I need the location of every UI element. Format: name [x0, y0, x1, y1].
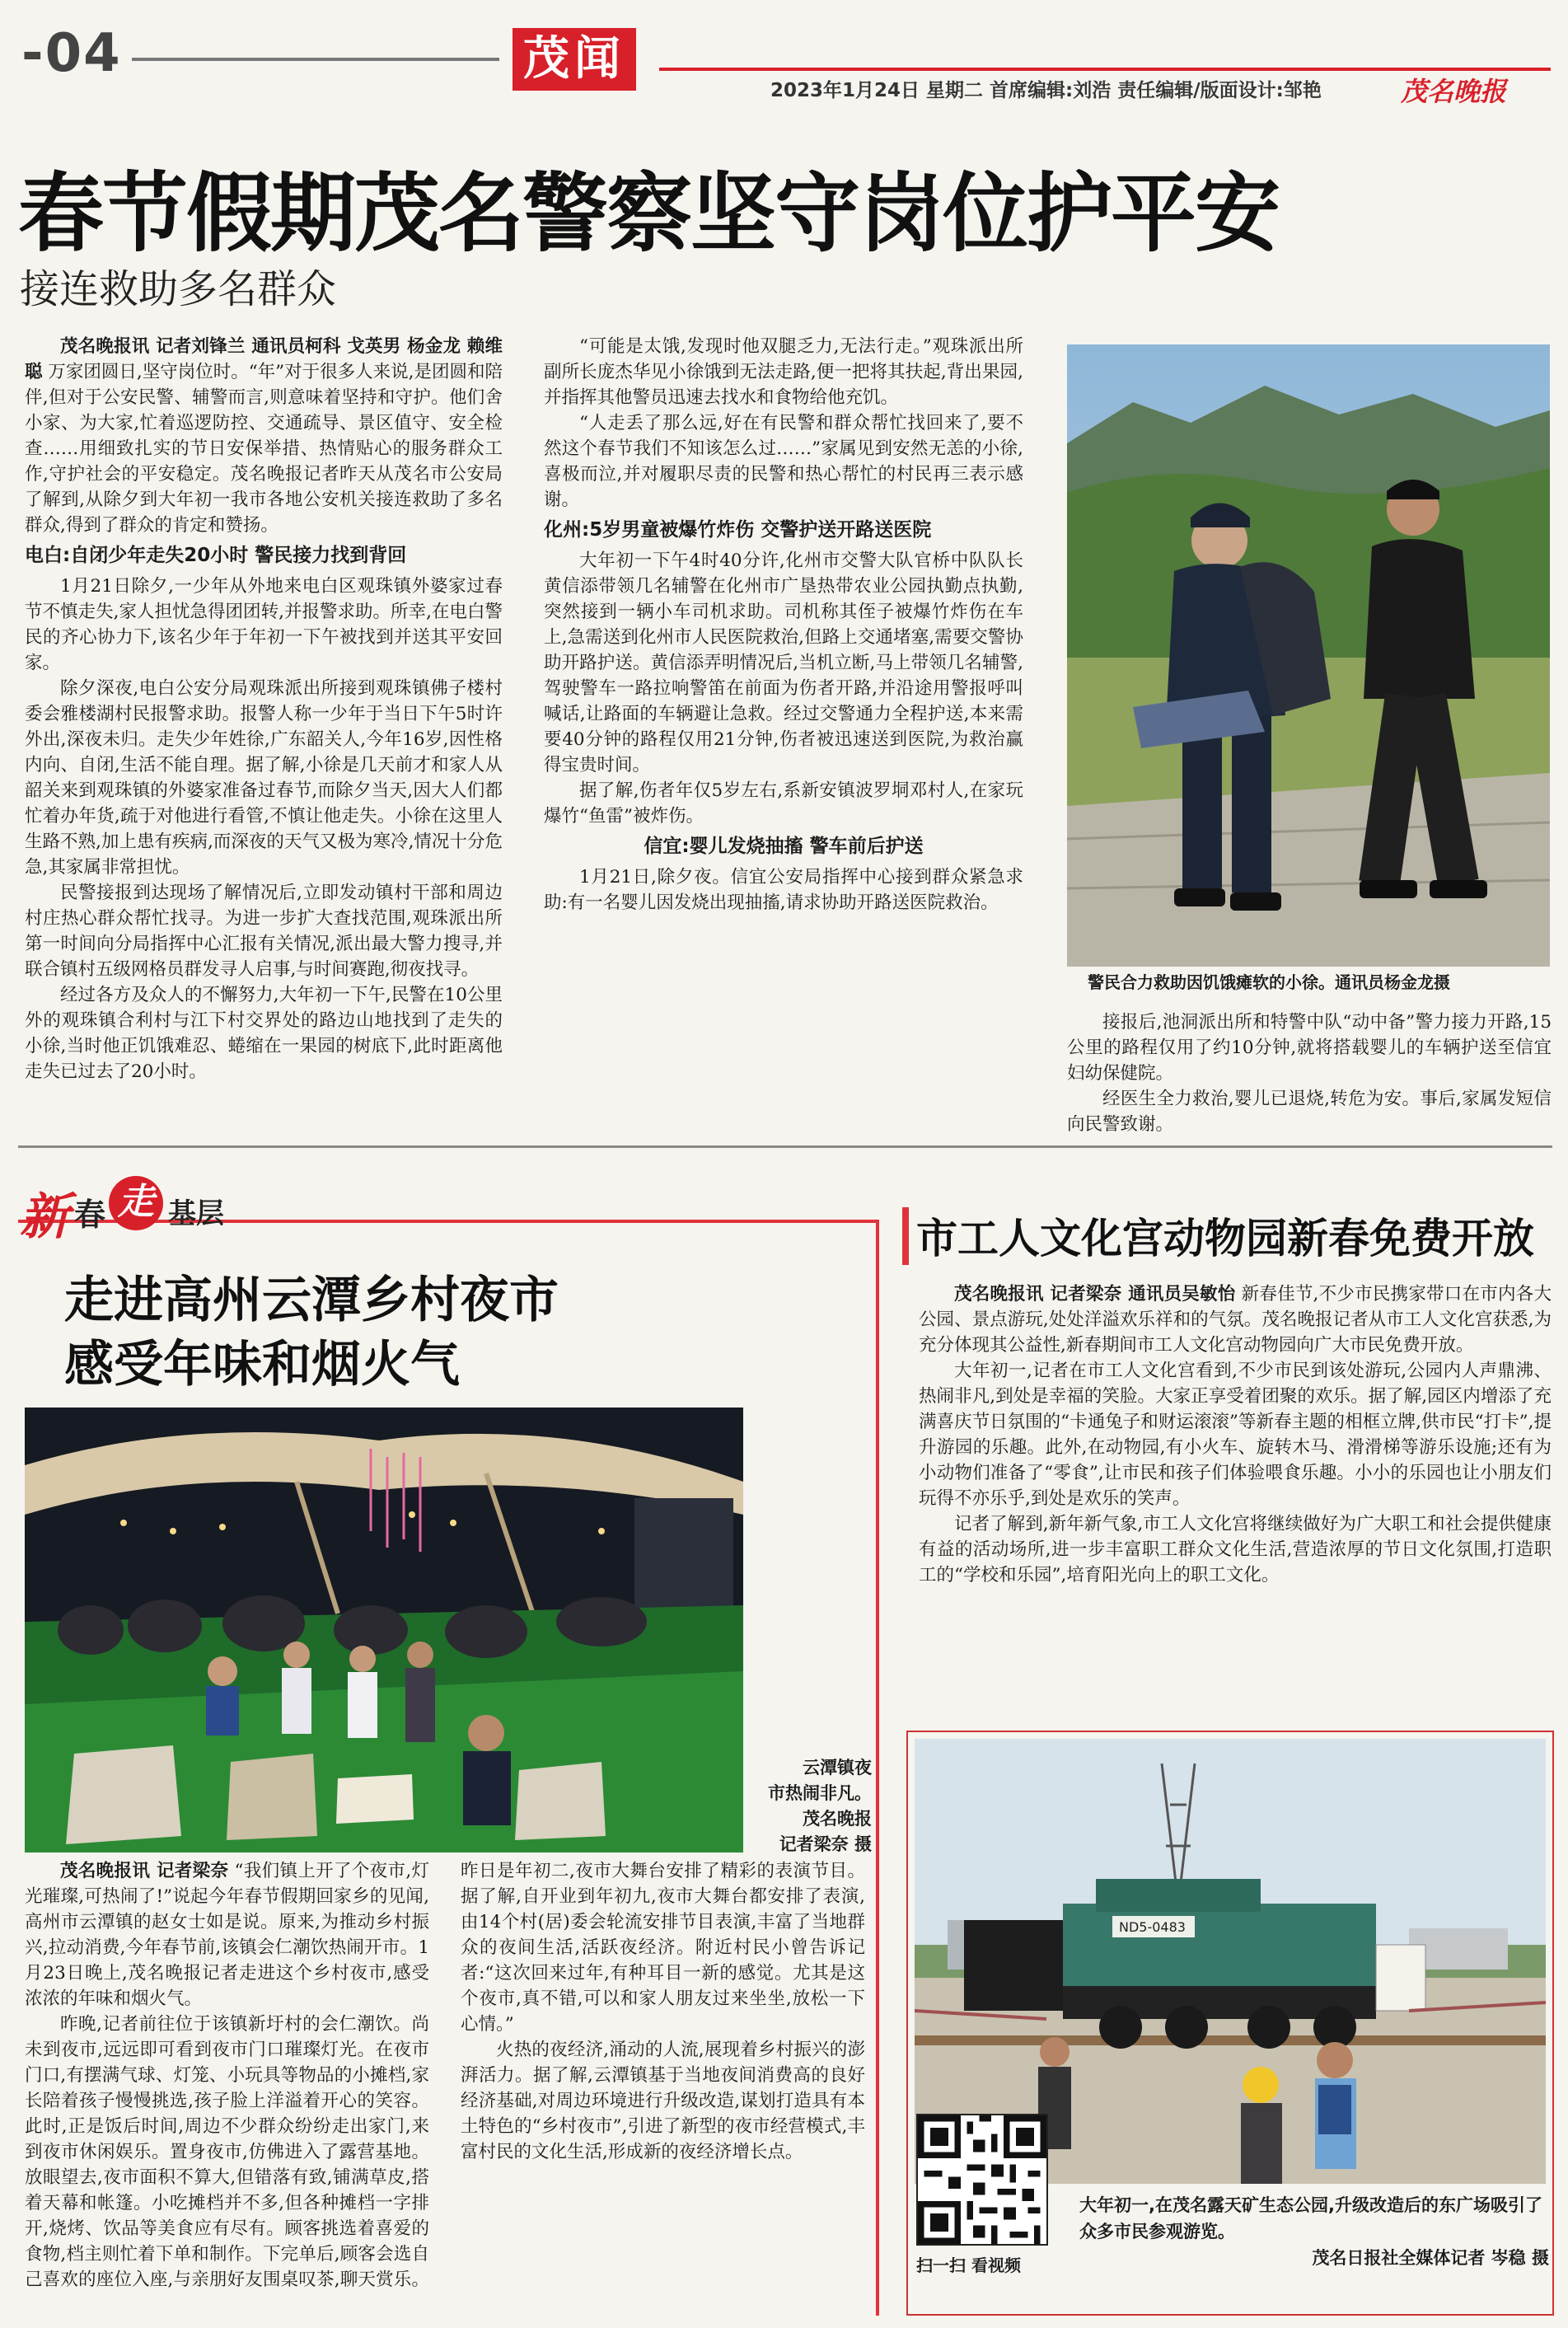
zoo-paragraph: 新春佳节,不少市民携家带口在市内各大公园、景点游玩,处处洋溢欢乐祥和的气氛。茂名晚报记者从市工人文化宫获悉,为充分体现其公益性,新春期间市工人文化宫动物园向广大市民免费开放。: [919, 1284, 1552, 1356]
train-caption-text: 大年初一,在茂名露天矿生态公园,升级改造后的东广场吸引了众多市民参观游览。: [1079, 2195, 1542, 2241]
night-market-paragraph: 火热的夜经济,涌动的人流,展现着乡村振兴的澎湃活力。据了解,云潭镇基于当地夜间消费高的良好经济基础,对周边环境进行升级改造,谋划打造具有本土特色的“乡村夜市”,引进了新型的夜市经营模式,丰富村民的文化生活,形成新的夜经济增长点。: [461, 2040, 865, 2162]
lead-paragraph: 大年初一下午4时40分许,化州市交警大队官桥中队队长黄信添带领几名辅警在化州市广垦热带农业公园执勤点执勤,突然接到一辆小车司机求助。司机称其侄子被爆竹炸伤在车上,急需送到化州市人民医院救治,但路上交通堵塞,需要交警协助开路护送。黄信添弄明情况后,当机立断,马上带领几名辅警,驾驶警车一路拉响警笛在前面为伤者开路,并沿途用警报呼叫喊话,让路面的车辆避让急救。经过交警通力全程护送,本来需要40分钟的路程仅用21分钟,伤者被迅速送到医院,为救治赢得宝贵时间。: [544, 550, 1023, 775]
page-number: -04: [21, 23, 122, 84]
lead-paragraph: “人走丢了那么远,好在有民警和群众帮忙找回来了,要不然这个春节我们不知该怎么过……”家属见到安然无恙的小徐,喜极而泣,并对履职尽责的民警和热心帮忙的村民再三表示感谢。: [544, 413, 1023, 510]
section-label: 茂闻: [523, 32, 625, 86]
zoo-paragraph: 大年初一,记者在市工人文化宫看到,不少市民到该处游玩,公园内人声鼎沸、热闹非凡,到处是幸福的笑脸。大家正享受着团聚的欢乐。据了解,园区内增添了充满喜庆节日氛围的“卡通兔子和财运滚滚”等新春主题的相框立牌,供市民“打卡”,提升游园的乐趣。此外,在动物园,有小火车、旋转木马、滑滑梯等游乐设施;还有为小动物们准备了“零食”,让市民和孩子们体验喂食乐趣。小小的乐园也让小朋友们玩得不亦乐乎,到处是欢乐的笑声。: [919, 1361, 1552, 1509]
locomotive-number: ND5-0483: [1119, 1919, 1186, 1935]
lead-column-2: [544, 334, 1023, 1129]
lead-subheadline: 接连救助多名群众: [20, 266, 337, 312]
night-market-caption-line: 茂名晚报: [803, 1809, 872, 1829]
lead-subhead-huazhou: 化州:5岁男童被爆竹炸伤 交警护送开路送医院: [544, 519, 932, 541]
train-photo-caption: [1079, 2192, 1549, 2271]
night-market-headline-1: 走进高州云潭乡村夜市: [64, 1272, 559, 1329]
zoo-headline: 市工人文化宫动物园新春免费开放: [916, 1215, 1534, 1262]
lead-paragraph: “可能是太饿,发现时他双腿乏力,无法行走。”观珠派出所副所长庞杰华见小徐饿到无法走路,便一把将其扶起,背出果园,并指挥其他警员迅速去找水和食物给他充饥。: [544, 336, 1023, 408]
night-market-caption-line: 云潭镇夜: [803, 1758, 872, 1778]
night-market-paragraph: 昨晚,记者前往位于该镇新圩村的会仁潮饮。尚未到夜市,远远即可看到夜市门口璀璨灯光。在夜市门口,有摆满气球、灯笼、小玩具等物品的小摊档,家长陪着孩子慢慢挑选,孩子脸上洋溢着开心的笑容。此时,正是饭后时间,周边不少群众纷纷走出家门,来到夜市休闲娱乐。置身夜市,仿佛进入了露营基地。放眼望去,夜市面积不算大,但错落有致,铺满草皮,搭着天幕和帐篷。小吃摊档并不多,但各种摊档一字排开,烧烤、饮品等美食应有尽有。顾客挑选着喜爱的食物,档主则忙着下单和制作。下完单后,顾客会选自己喜欢的座位入座,与亲朋好友围桌叹茶,聊天赏乐。昨日是年初二,夜市大舞台安排了精彩的表演节目。据了解,自开业到年初九,夜市大舞台都安排了表演,由14个村(居)委会轮流安排节目表演,丰富了当地群众的夜间生活,活跃夜经济。附近村民小曾告诉记者:“这次回来过年,有种耳目一新的感觉。尤其是这个夜市,真不错,可以和家人朋友过来坐坐,放松一下心情。”: [25, 1861, 865, 2290]
lead-paragraph: 1月21日除夕,一少年从外地来电白区观珠镇外婆家过春节不慎走失,家人担忧急得团团转,并报警求助。所幸,在电白警民的齐心协力下,该名少年于年初一下午被找到并送其平安回家。: [25, 576, 503, 673]
column-logo-char-4: 基层: [168, 1197, 224, 1230]
lead-paragraph: 民警接报到达现场了解情况后,立即发动镇村干部和周边村庄热心群众帮忙找寻。为进一步扩大查找范围,观珠派出所第一时间向分局指挥中心汇报有关情况,派出最大警力搜寻,并联合镇村五级网格员群发寻人启事,与时间赛跑,彻夜找寻。: [25, 883, 503, 980]
lead-intro: 万家团圆日,坚守岗位时。“年”对于很多人来说,是团圆和陪伴,但对于公安民警、辅警而言,则意味着坚持和守护。他们舍小家、为大家,忙着巡逻防控、交通疏导、景区值守、安全检查……用细致扎实的节日安保举措、热情贴心的服务群众工作,守护社会的平安稳定。茂名晚报记者昨天从茂名市公安局了解到,从除夕到大年初一我市各地公安机关接连救助了多名群众,得到了群众的肯定和赞扬。: [25, 362, 503, 536]
lead-byline: 茂名晚报讯 记者刘锋兰 通讯员柯科 戈英男 杨金龙 赖维聪: [25, 336, 503, 382]
police-photo-caption: 警民合力救助因饥饿瘫软的小徐。通讯员杨金龙摄: [1088, 972, 1450, 992]
lead-paragraph: 经医生全力救治,婴儿已退烧,转危为安。事后,家属发短信向民警致谢。: [1067, 1089, 1552, 1133]
night-market-caption-line: 市热闹非凡。: [768, 1783, 872, 1803]
lead-paragraph: 据了解,伤者年仅5岁左右,系新安镇波罗垌邓村人,在家玩爆竹“鱼雷”被炸伤。: [544, 780, 1023, 827]
lead-subhead-xinyi: 信宜:婴儿发烧抽搐 警车前后护送: [644, 836, 924, 857]
lead-paragraph: 经过各方及众人的不懈努力,大年初一下午,民警在10公里外的观珠镇合利村与江下村交界处的路边山地找到了走失的小徐,当时他正饥饿难忍、蜷缩在一果园的树底下,此时距离他走失已过去了20小时。: [25, 985, 503, 1082]
column-logo-char-3: 走: [109, 1176, 163, 1230]
train-caption-credit: 茂名日报社全媒体记者 岑稳 摄: [1312, 2248, 1549, 2268]
zoo-title-accent: [902, 1207, 909, 1265]
night-market-body: [25, 1858, 865, 2316]
night-market-byline: 茂名晚报讯 记者梁奈: [60, 1861, 229, 1881]
night-market-photo: [25, 1408, 743, 1853]
night-market-caption: [748, 1755, 872, 1857]
lead-column-3: [1067, 1009, 1552, 1133]
lead-paragraph: 除夕深夜,电白公安分局观珠派出所接到观珠镇佛子楼村委会雅楼湖村民报警求助。报警人称一少年于当日下午5时许外出,深夜未归。走失少年姓徐,广东韶关人,今年16岁,因性格内向、自闭,生活不能自理。据了解,小徐是几天前才和家人从韶关来到观珠镇的外婆家准备过春节,而除夕当天,因大人们都忙着办年货,疏于对他进行看管,不慎让他走失。小徐在这里人生路不熟,加上患有疾病,而深夜的天气又极为寒冷,情况十分危急,其家属非常担忧。: [25, 678, 503, 878]
qr-code[interactable]: [916, 2114, 1048, 2246]
lead-subhead-dianbai: 电白:自闭少年走失20小时 警民接力找到背回: [25, 545, 407, 566]
masthead-rule-left: [132, 58, 499, 61]
night-market-paragraph: “我们镇上开了个夜市,灯光璀璨,可热闹了!”说起今年春节假期回家乡的见闻,高州市云潭镇的赵女士如是说。原来,为推动乡村振兴,拉动消费,今年春节前,该镇会仁潮饮热闹开市。1月23日晚上,茂名晚报记者走进这个乡村夜市,感受浓浓的年味和烟火气。: [25, 1861, 429, 2009]
column-logo-char-2: 春: [74, 1197, 106, 1233]
section-badge: [513, 28, 636, 91]
night-market-caption-line: 记者梁奈 摄: [779, 1834, 872, 1854]
lead-column-1: [25, 334, 503, 1129]
zoo-body: [919, 1281, 1552, 1677]
paper-name: 茂名晚报: [1401, 76, 1507, 107]
column-logo: [20, 1174, 250, 1248]
column-logo-char-1: 新: [20, 1188, 69, 1246]
lead-headline: 春节假期茂名警察坚守岗位护平安: [18, 163, 1280, 264]
lead-paragraph: 接报后,池洞派出所和特警中队“动中备”警力接力开路,15公里的路程仅用了约10分钟,就将搭载婴儿的车辆护送至信宜妇幼保健院。: [1067, 1012, 1552, 1084]
qr-label: 扫一扫 看视频: [916, 2255, 1021, 2275]
night-market-headline-2: 感受年味和烟火气: [64, 1336, 460, 1394]
zoo-paragraph: 记者了解到,新年新气象,市工人文化宫将继续做好为广大职工和社会提供健康有益的活动场所,进一步丰富职工群众文化生活,营造浓厚的节日文化氛围,打造职工的“学校和乐园”,培育阳光向上的职工文化。: [919, 1514, 1552, 1586]
police-rescue-photo: [1067, 344, 1550, 967]
lead-paragraph: 1月21日,除夕夜。信宜公安局指挥中心接到群众紧急求助:有一名婴儿因发烧出现抽搐,请求协助开路送医院救治。: [544, 867, 1023, 913]
zoo-byline: 茂名晚报讯 记者梁奈 通讯员吴敏怡: [954, 1284, 1236, 1305]
date-info: 2023年1月24日 星期二 首席编辑:刘浩 责任编辑/版面设计:邹艳: [770, 80, 1322, 101]
section-divider: [18, 1145, 1552, 1148]
